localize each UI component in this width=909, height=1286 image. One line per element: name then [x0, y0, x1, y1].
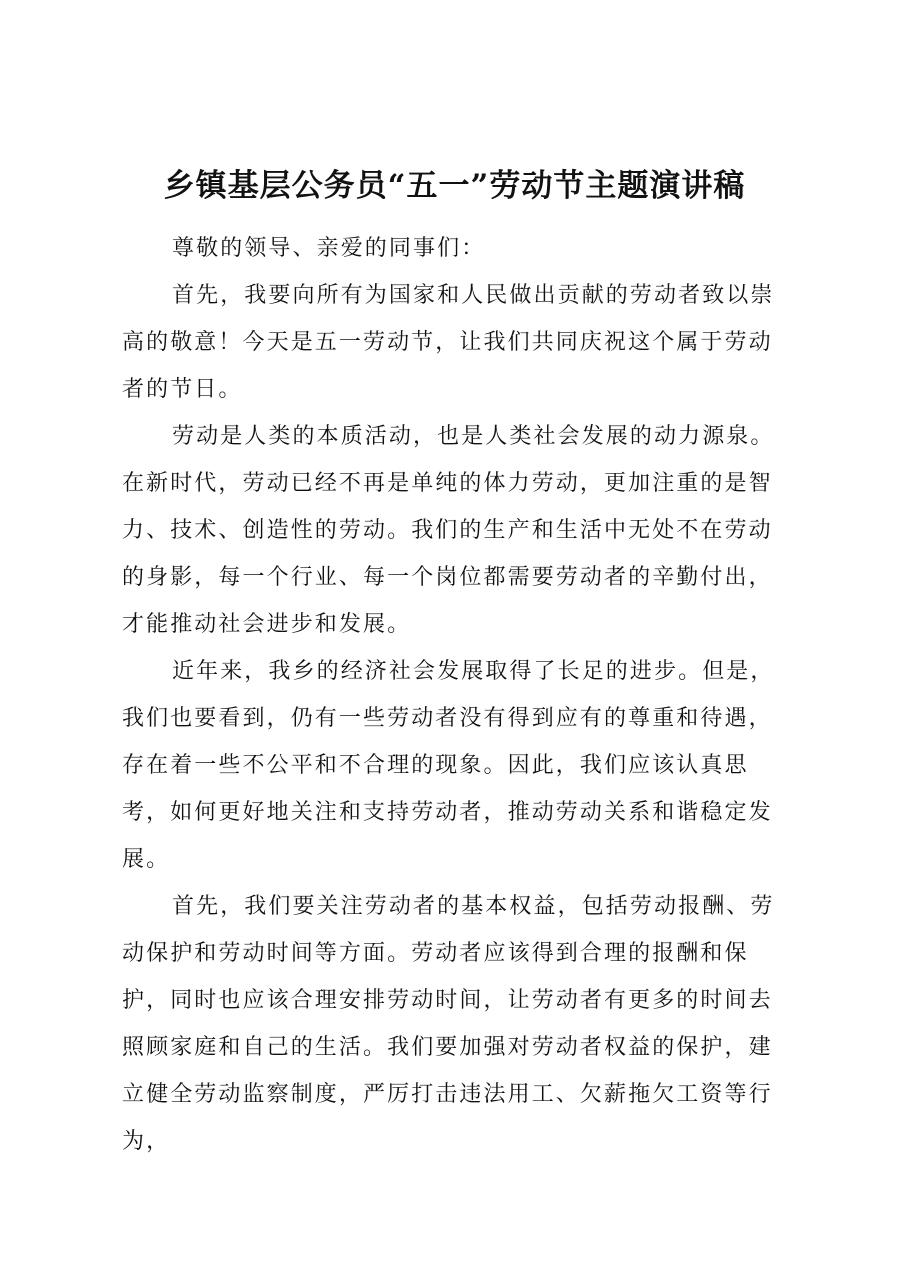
paragraph: 劳动是人类的本质活动，也是人类社会发展的动力源泉。在新时代，劳动已经不再是单纯的体力劳动，更加注重的是智力、技术、创造性的劳动。我们的生产和生活中无处不在劳动的身影，每一个行业、每一个岗位都需要劳动者的辛勤付出，才能推动社会进步和发展。: [122, 424, 775, 637]
salutation: 尊敬的领导、亲爱的同事们：: [172, 236, 486, 261]
document-title: 乡镇基层公务员“五一”劳动节主题演讲稿: [163, 168, 746, 204]
document-body: [122, 225, 788, 1165]
paragraph: 近年来，我乡的经济社会发展取得了长足的进步。但是，我们也要看到，仍有一些劳动者没有得到应有的尊重和待遇，存在着一些不公平和不合理的现象。因此，我们应该认真思考，如何更好地关注和支持劳动者，推动劳动关系和谐稳定发展。: [122, 659, 775, 872]
paragraph: 首先，我们要关注劳动者的基本权益，包括劳动报酬、劳动保护和劳动时间等方面。劳动者应该得到合理的报酬和保护，同时也应该合理安排劳动时间，让劳动者有更多的时间去照顾家庭和自己的生活。我们要加强对劳动者权益的保护，建立健全劳动监察制度，严厉打击违法用工、欠薪拖欠工资等行为，: [122, 894, 775, 1154]
paragraph: 首先，我要向所有为国家和人民做出贡献的劳动者致以崇高的敬意！今天是五一劳动节，让我们共同庆祝这个属于劳动者的节日。: [122, 283, 775, 402]
